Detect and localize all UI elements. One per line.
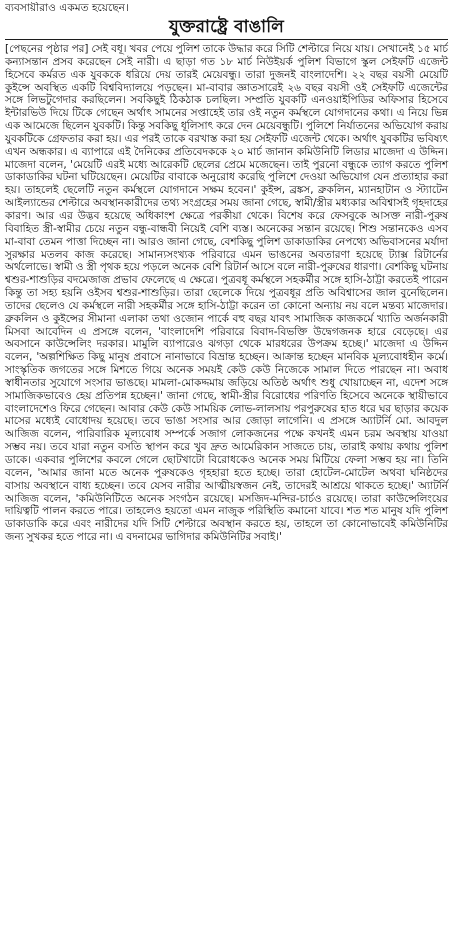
- article-body: [5, 43, 448, 544]
- continued-marker: [পেছনের পৃষ্ঠার পর]: [5, 43, 89, 55]
- previous-article-tail: ব্যবসায়ীরাও একমত হয়েছেন।: [5, 2, 129, 14]
- article-headline: যুক্তরাষ্ট্রে বাঙালি: [5, 17, 448, 40]
- article-body-text: সেই বধূ। খবর পেয়ে পুলিশ তাকে উদ্ধার করে সিটি শেল্টারে নিয়ে যায়। সেখানেই ১৫ মার্চ কন্যাসন্তান প্রসব করেছেন সেই নারী। এ ছাড়া গত ১৮ মার্চ নিউইয়র্ক পুলিশ বিভাগে স্কুল সেইফটি এজেন্ট হিসেবে কর্মরত এক যুবককে ধরিয়ে দেয় তারই মেয়েবন্ধু। তারা দুজনই বাংলাদেশি। ২২ বছর বয়সী মেয়েটি কুইন্সে অবস্থিত একটি বিশ্ববিদ্যালয়ে পড়ছেন। মা-বাবার জ্ঞাতসারেই ২৬ বছর বয়সী ওই সেইফটি এজেন্টের সঙ্গে লিভটুগেদার করছিলেন। সবকিছুই ঠিকঠাক চলছিল। সম্প্রতি যুবকটি এনওয়াইপিডির অফিসার হিসেবে ইন্টারভিউ দিয়ে টিকে গেছেন অর্থাৎ সামনের সপ্তাহেই তার ওই নতুন কর্মস্থলে যোগদানের কথা। এ নিয়ে ভিন্ন এক আমেজে ছিলেন যুবকটি। কিন্তু সবকিছু ধূলিসাৎ করে দেন মেয়েবন্ধুটি। পুলিশে নির্যাতনের অভিযোগ করায় যুবকটিকে গ্রেফতার করা হয়। এর পরই তাকে বরখাস্ত করা হয় সেইফটি এজেন্ট থেকে। অর্থাৎ যুবকটির ভবিষ্যৎ এখন অন্ধকার। এ ব্যাপারে এই দৈনিকের প্রতিবেদককে ২০ মার্চ জানান কমিউনিটি লিডার মাজেদা এ উদ্দিন। মাজেদা বলেন, 'মেয়েটি এরই মধ্যে আরেকটি ছেলের প্রেমে মজেছেন। তাই পুরনো বন্ধুকে ত্যাগ করতে পুলিশ ডাকাডাকির ঘটনা ঘটিয়েছেন। মেয়েটির বাবাকে অনুরোধ করেছি পুলিশে দেওয়া অভিযোগ যেন প্রত্যাহার করা হয়। তাহলেই ছেলেটি নতুন কর্মস্থলে যোগদানে সক্ষম হবেন।' কুইন্স, ব্রঙ্কস, ব্রুকলিন, ম্যানহাটান ও স্ট্যাটেন আইল্যান্ডের শেল্টারে অবস্থানকারীদের তথ্য সংগ্রহের সময় জানা গেছে, স্বামী/স্ত্রীর মধ্যকার অবিশ্বাসই গৃহদাহের কারণ। আর এর উদ্ভব হয়েছে অধিকাংশ ক্ষেত্রে পরকীয়া থেকে। বিশেষ করে ফেসবুকে আসক্ত নারী-পুরুষ বিবাহিত স্ত্রী-স্বামীর চেয়ে নতুন বন্ধু-বান্ধবী নিয়েই বেশি ব্যস্ত। অনেকের সন্তান রয়েছে। শিশু সন্তানকেও এসব মা-বাবা তেমন পাত্তা দিচ্ছেন না। আরও জানা গেছে, বেশকিছু পুলিশ ডাকাডাকির নেপথ্যে অভিবাসনের মর্যাদা সুরক্ষার মতলব কাজ করেছে। সামান্যসংখ্যক পরিবারে এমন ভাঙনের অবতারণা হয়েছে ট্যাক্স রিটার্নের অর্থলোভে। স্বামী ও স্ত্রী পৃথক হয়ে পড়লে অনেক বেশি রিটার্ন আসে বলে নারী-পুরুষের ধারণা। বেশকিছু ঘটনায় শ্বশুর-শাশুড়ির বদমেজাজ প্রভাব ফেলেছে এ ক্ষেত্রে। পুত্রবধূ কর্মস্থলে সহকর্মীর সঙ্গে হাসি-ঠাট্টা করতেই পারেন কিন্তু তা সহ্য হয়নি ওইসব শ্বশুর-শাশুড়ির। তারা ছেলেকে দিয়ে পুত্রবধূর প্রতি অবিশ্বাসের জাল বুনেছিলেন। তাদের ছেলেও যে কর্মস্থলে নারী সহকর্মীর সঙ্গে হাসি-ঠাট্টা করেন তা কোনো অন্যায় নয় বলে মন্তব্য মাজেদার। ব্রুকলিন ও কুইন্সের সীমানা এলাকা তথা ওজোন পার্কে বহু বছর যাবৎ সামাজিক কাজকর্মে খ্যাতি অর্জনকারী মিসবা আবেদিন এ প্রসঙ্গে বলেন, 'বাংলাদেশি পরিবারে বিবাদ-বিভক্তি উদ্বেগজনক হারে বেড়েছে। এর অবসানে কাউন্সেলিং দরকার। মামুলি ব্যাপারেও ঝগড়া থেকে মারধরের উপক্রম হচ্ছে।' মাজেদা এ উদ্দিন বলেন, 'অল্পশিক্ষিত কিছু মানুষ প্রবাসে নানাভাবে বিভ্রান্ত হচ্ছেন। আক্রান্ত হচ্ছেন মানবিক মূল্যবোধহীন কর্মে। সাংস্কৃতিক জগতের সঙ্গে মিশতে গিয়ে অনেক সময়ই কেউ কেউ নিজেকে সামাল দিতে পারছেন না। অবাধ স্বাধীনতার সুযোগে সংসার ভাঙছে। মামলা-মোকদ্দমায় জড়িয়ে অতিষ্ঠ অর্থাৎ শুধু খোয়াচ্ছেন না, এদেশ সঙ্গে সামাজিকভাবেও হেয় প্রতিপন্ন হচ্ছেন।' জানা গেছে, স্বামী-স্ত্রীর বিরোধের পরিণতি হিসেবে অনেকে স্থায়ীভাবে বাংলাদেশেও ফিরে গেছেন। আবার কেউ কেউ সাময়িক লোভ-লালসায় পরপুরুষের হাত ধরে ঘর ছাড়ার কয়েক মাসের মধ্যেই বোধোদয় হয়েছে। তবে ভাঙা সংসার আর জোড়া লাগেনি। এ প্রসঙ্গে অ্যাটর্নি মো. আবদুল আজিজ বলেন, পারিবারিক মূল্যবোধ সম্পর্কে সজাগ লোকজনের পক্ষে কখনই এমন চরম অবস্থায় যাওয়া সম্ভব নয়। তবে যারা নতুন বসতি স্থাপন করে খুব দ্রুত আমেরিকান সাজতে চায়, তারাই কথায় কথায় পুলিশ ডাকে। একবার পুলিশের কবলে গেলে ছোটখাটো বিরোধকেও অনেক সময় মিটিয়ে ফেলা সম্ভব হয় না। তিনি বলেন, 'আমার জানা মতে অনেক পুরুষকেও গৃহহারা হতে হচ্ছে। তারা হোটেল-মোটেল অথবা ঘনিষ্ঠদের বাসায় অবস্থানে বাধ্য হচ্ছেন। তবে যেসব নারীর আত্মীয়স্বজন নেই, তাদেরই আশ্রয়ে থাকতে হচ্ছে।' অ্যাটর্নি আজিজ বলেন, 'কমিউনিটিতে অনেক সংগঠন রয়েছে। মসজিদ-মন্দির-চার্চও রয়েছে। তারা কাউন্সেলিংয়ের দায়িত্বটি পালন করতে পারে। তাহলেও হয়তো এমন নাজুক পরিস্থিতি কমানো যাবে। শত শত মানুষ যদি পুলিশ ডাকাডাকি করে এবং নারীদের যদি সিটি শেল্টারে অবস্থান করতে হয়, তাহলে তা কোনোভাবেই কমিউনিটির জন্য সুখকর হতে পারে না। এ বদনামের ভাগিদার কমিউনিটির সবাই।': [5, 43, 448, 544]
